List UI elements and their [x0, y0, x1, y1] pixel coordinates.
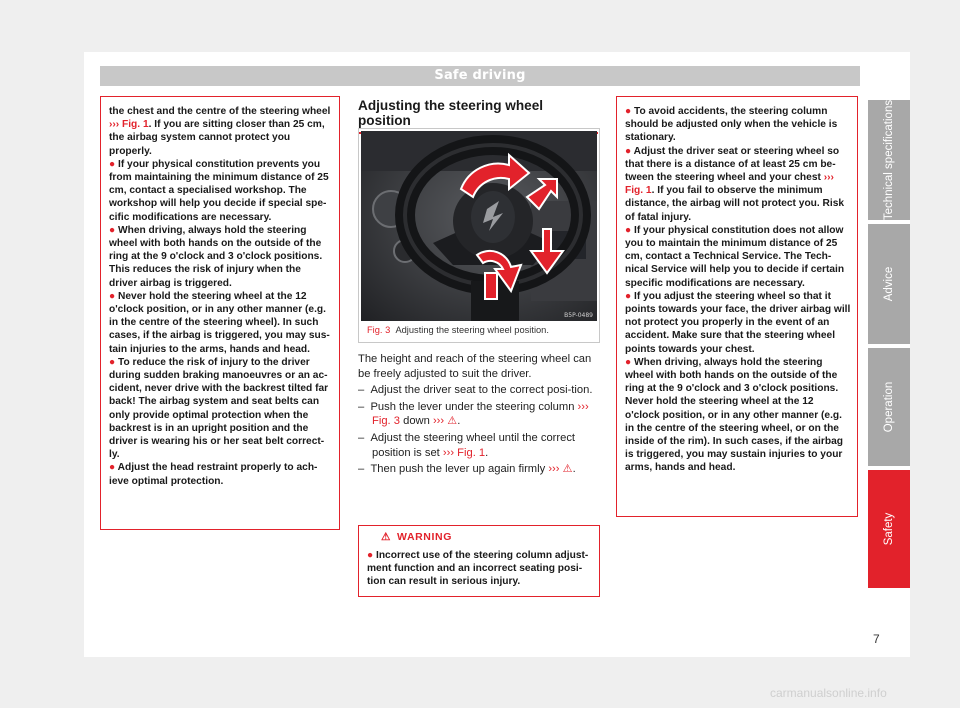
warning-link[interactable]: ››› ⚠	[432, 415, 458, 428]
intro-text: The height and reach of the steering wheel can be freely adjusted to suit the driver.	[358, 353, 592, 380]
warning-title: ⚠ WARNING	[381, 531, 452, 543]
bullet-icon: ●	[109, 290, 116, 302]
bullet-icon: ●	[367, 550, 374, 561]
safety-notes-left-box	[100, 96, 340, 530]
warning-icon: ⚠	[447, 415, 458, 428]
steering-wheel-photo	[361, 131, 597, 321]
warning-triangle-icon: ⚠	[381, 531, 392, 543]
list-item: ● Adjust the driver seat or steering wheel so that there is a distance of at least 25 cm be-tween the steering wheel and your chest ››› Fig. 1. If you fail to observe the minimum distance, the airbag will not protect you. Risk of fatal injury.	[625, 145, 845, 223]
section-heading: Adjusting the steering wheel position	[358, 98, 598, 134]
bullet-icon: ●	[109, 224, 116, 236]
list-item: ● When driving, always hold the steering wheel with both hands on the outside of the ring at the 9 o'clock and 3 o'clock positions. This reduces the risk of injury when the driver airbag is triggered.	[109, 224, 323, 289]
list-item: ● To avoid accidents, the steering column should be adjusted only when the vehicle is stationary.	[625, 106, 838, 144]
watermark: carmanualsonline.info	[770, 686, 887, 700]
list-item: ● When driving, always hold the steering wheel with both hands on the outside of the ring at the 9 o'clock and 3 o'clock positions. Never hold the steering wheel at the 12 o'clock position, or in any other manner (e.g. in the centre of the steering wheel, or on the inside of the rim). In such cases, if the airbag is triggered, you may sustain injuries to your arms, hands and head.	[625, 356, 843, 474]
intro-paragraph: the chest and the centre of the steering wheel ››› Fig. 1. If you are sitting closer than 25 cm, the airbag system cannot protect you properly.	[109, 106, 331, 157]
warning-link[interactable]: ››› ⚠	[548, 463, 573, 476]
tab-safety[interactable]: Safety	[868, 470, 910, 588]
bullet-icon: ●	[625, 356, 632, 368]
bullet-icon: ●	[625, 290, 632, 302]
figure-code: B5P-0489	[564, 312, 593, 319]
fig-1-link[interactable]: ››› Fig. 1	[625, 172, 834, 197]
fig-1-link[interactable]: ››› Fig. 1	[109, 119, 149, 131]
figure-3	[358, 128, 600, 343]
tab-operation[interactable]: Operation	[868, 348, 910, 466]
bullet-icon: ●	[625, 224, 632, 236]
page-number: 7	[873, 632, 880, 646]
list-item: ● If your physical constitution prevents you from maintaining the minimum distance of 25 cm, contact a specialised workshop. The workshop will help you decide if special spe-cific modifications are necessary.	[109, 158, 329, 223]
fig-1-link[interactable]: ››› Fig. 1	[442, 446, 486, 459]
tab-technical-specifications[interactable]: Technical specifications	[868, 100, 910, 220]
warning-box	[358, 525, 600, 597]
instructions	[358, 352, 602, 479]
safety-notes-right-box	[616, 96, 858, 517]
figure-caption: Fig. 3 Adjusting the steering wheel position.	[367, 325, 549, 335]
warning-text: ● Incorrect use of the steering column adjust-ment function and an incorrect seating posi-tion can result in serious injury.	[367, 550, 589, 588]
bullet-icon: ●	[109, 356, 116, 368]
bullet-icon: ●	[625, 106, 632, 117]
list-item: ● To reduce the risk of injury to the driver during sudden braking manoeuvres or an ac-cident, never drive with the backrest tilted far back! The airbag system and seat belts can only provide optimal protection when the backrest is in an upright position and the driver is wearing his or her seat belt correct-ly.	[109, 356, 329, 461]
warning-icon: ⚠	[562, 463, 573, 476]
bullet-icon: ●	[109, 462, 116, 474]
step-item: – Adjust the driver seat to the correct posi-tion.	[358, 384, 593, 397]
step-item: – Adjust the steering wheel until the correct position is set ››› Fig. 1.	[358, 431, 576, 459]
steering-wheel-illustration	[361, 131, 597, 321]
tab-advice[interactable]: Advice	[868, 224, 910, 344]
bullet-icon: ●	[625, 145, 632, 157]
list-item: ● If your physical constitution does not allow you to maintain the minimum distance of 25 cm, contact a Technical Service. The Tech-nical Service will help you to decide if certain specific modifications are necessary.	[625, 224, 845, 289]
list-item: ● If you adjust the steering wheel so that it points towards your face, the driver airbag will not protect you properly in the event of an accident. Make sure that the steering wheel points towards your chest.	[625, 290, 851, 355]
page-header: Safe driving	[100, 66, 860, 86]
fig-3-link[interactable]: ››› Fig. 3	[372, 400, 589, 428]
list-item: ● Adjust the head restraint properly to ach-ieve optimal protection.	[109, 462, 318, 487]
bullet-icon: ●	[109, 158, 116, 170]
list-item: ● Never hold the steering wheel at the 12 o'clock position, or in any other manner (e.g. in the centre of the steering wheel). In such cases, if the airbag is triggered, you may sus-tain injuries to the arms, hands and head.	[109, 290, 330, 355]
step-item: – Then push the lever up again firmly ››› ⚠.	[358, 463, 576, 476]
step-item: – Push the lever under the steering column ››› Fig. 3 down ››› ⚠.	[358, 400, 589, 428]
